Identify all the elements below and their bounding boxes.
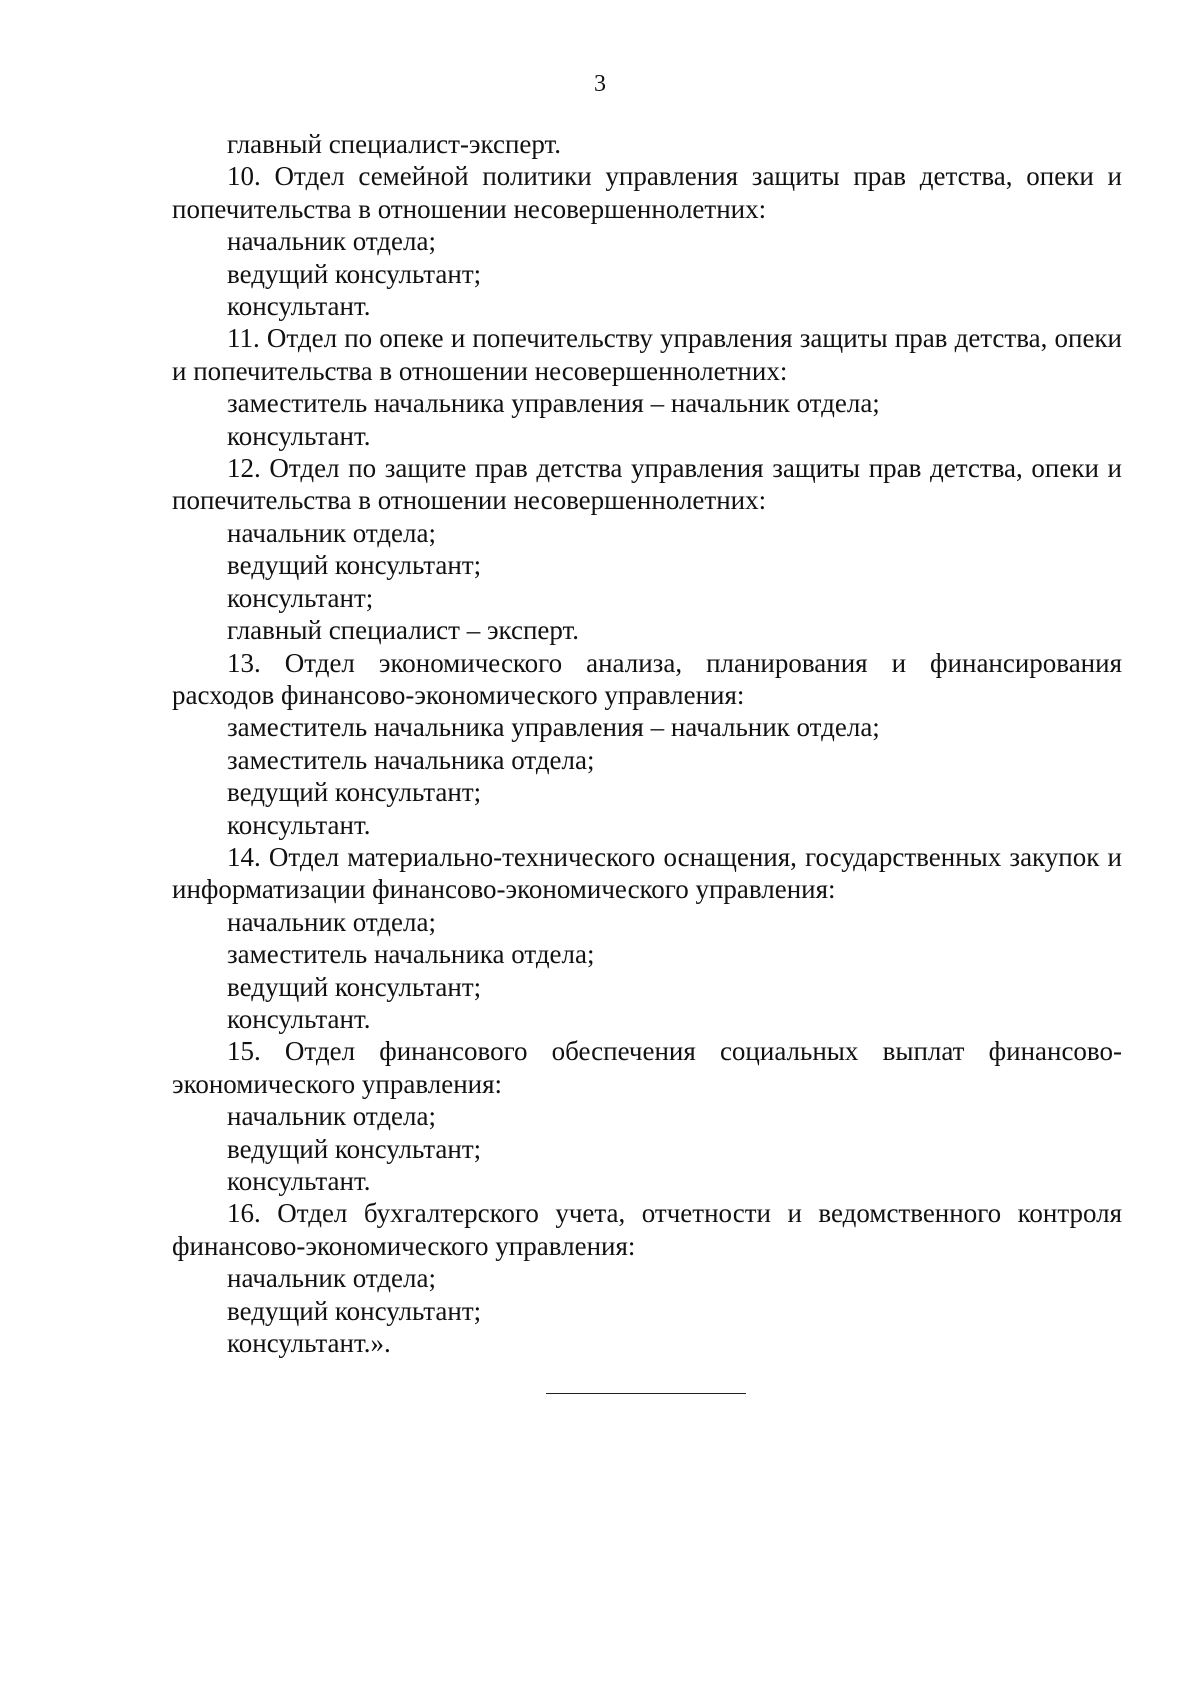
position-line: главный специалист – эксперт.	[227, 615, 580, 646]
position-line: консультант.	[227, 291, 371, 322]
department-paragraph-13: 13. Отдел экономического анализа, планирования и финансирования расходов финансово-экономического управления:	[172, 647, 1122, 710]
position-line: ведущий консультант;	[227, 777, 482, 808]
position-line: начальник отдела;	[227, 517, 436, 548]
department-paragraph-12: 12. Отдел по защите прав детства управления защиты прав детства, опеки и попечительства в отношении несовершеннолетних:	[172, 453, 1122, 516]
position-line: ведущий консультант;	[227, 971, 482, 1002]
position-line: консультант.	[227, 1166, 371, 1196]
position-line: консультант.	[227, 809, 371, 840]
position-line: консультант.	[227, 1003, 371, 1034]
department-paragraph-16: 16. Отдел бухгалтерского учета, отчетности и ведомственного контроля финансово-экономического управления:	[172, 1198, 1122, 1261]
position-line: заместитель начальника управления – начальник отдела;	[227, 712, 880, 743]
position-line: ведущий консультант;	[227, 1295, 482, 1326]
position-line: начальник отдела;	[227, 1263, 436, 1294]
position-line: заместитель начальника отдела;	[227, 939, 595, 970]
document-body	[172, 128, 1122, 1359]
department-paragraph-10: 10. Отдел семейной политики управления защиты прав детства, опеки и попечительства в отношении несовершеннолетних:	[172, 161, 1122, 224]
department-paragraph-15: 15. Отдел финансового обеспечения социальных выплат финансово-экономического управления:	[172, 1036, 1122, 1099]
page-number: 3	[594, 71, 606, 97]
position-line: ведущий консультант;	[227, 258, 482, 289]
position-line: начальник отдела;	[227, 906, 436, 937]
position-line: заместитель начальника управления – начальник отдела;	[227, 388, 880, 419]
position-line: ведущий консультант;	[227, 1133, 482, 1164]
department-paragraph-14: 14. Отдел материально-технического оснащения, государственных закупок и информатизации финансово-экономического управления:	[172, 841, 1122, 905]
position-line: заместитель начальника отдела;	[227, 744, 595, 775]
position-line: консультант;	[227, 582, 374, 613]
closing-separator-line	[546, 1393, 746, 1394]
position-line: консультант.	[227, 420, 371, 451]
position-line: ведущий консультант;	[227, 550, 482, 581]
position-line: консультант.».	[227, 1328, 391, 1359]
department-paragraph-11: 11. Отдел по опеке и попечительству управления защиты прав детства, опеки и попечительства в отношении несовершеннолетних:	[172, 323, 1122, 386]
position-line: начальник отдела;	[227, 226, 436, 257]
position-line: начальник отдела;	[227, 1101, 436, 1132]
position-line: главный специалист-эксперт.	[227, 129, 562, 159]
